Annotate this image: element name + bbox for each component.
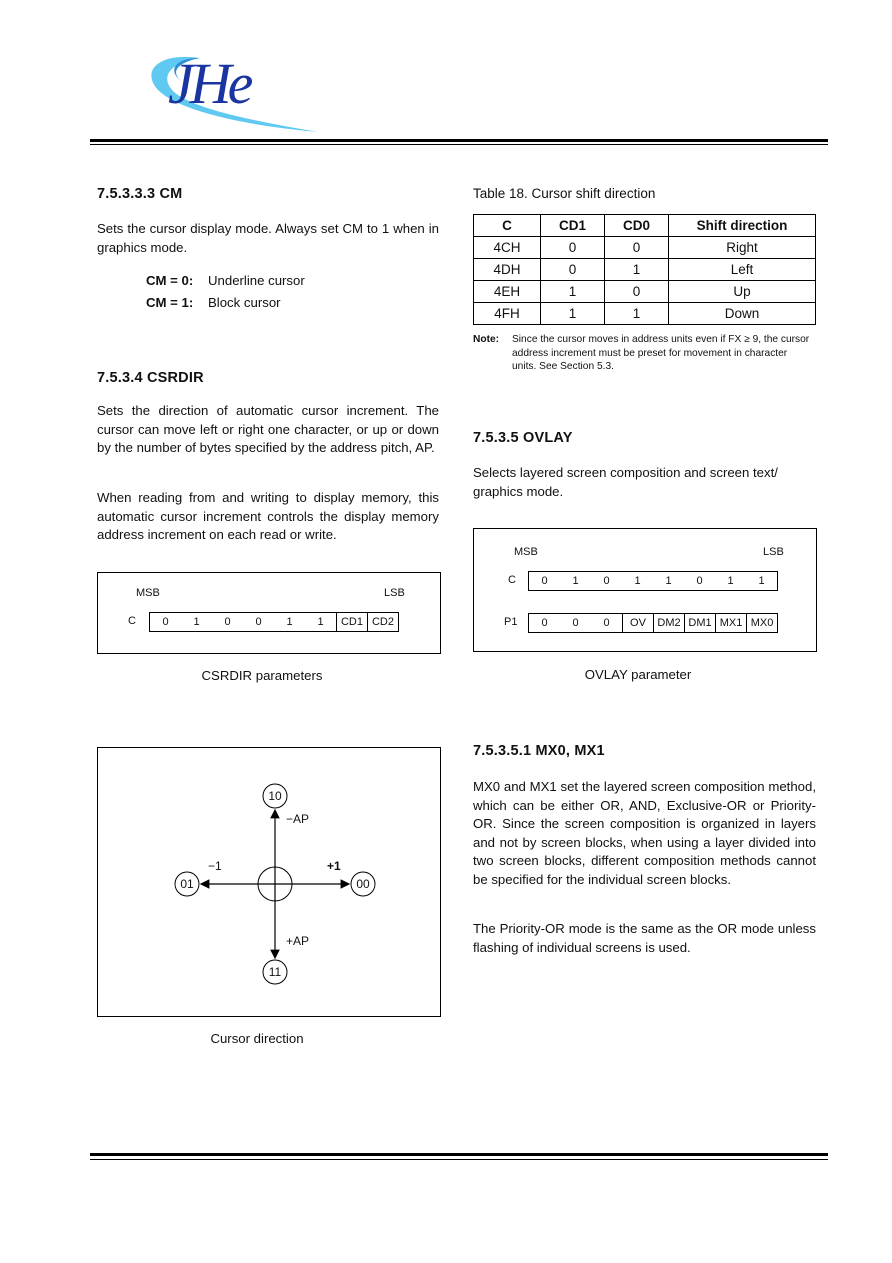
- csrdir-register-figure: [97, 572, 441, 654]
- bit-cell: 1: [317, 616, 324, 628]
- table-note: [473, 333, 813, 374]
- bit-cell: 1: [193, 616, 200, 628]
- bit-cell: 0: [162, 616, 169, 628]
- lsb-label: LSB: [763, 546, 784, 558]
- table-title: Table 18. Cursor shift direction: [473, 186, 656, 201]
- header-rule-thin: [90, 144, 828, 145]
- csrdir-paragraph-2: When reading from and writing to display memory, this automatic cursor increment controls the display memory address increment on each read or write.: [97, 490, 439, 542]
- bit-cell: MX1: [715, 614, 746, 632]
- bit-cell: 0: [603, 617, 610, 629]
- direction-right-code: 00: [356, 877, 370, 891]
- table-cell: 4DH: [474, 259, 541, 281]
- note-text: Since the cursor moves in address units even if FX ≥ 9, the cursor address increment must be preset for movement in character units. See Section 5.3.: [512, 334, 810, 372]
- bit-cell: 1: [758, 575, 765, 587]
- footer-rule: [90, 1153, 828, 1156]
- table-header-cell: CD0: [605, 215, 669, 237]
- ovlay-c-bit-row: [528, 571, 778, 591]
- cm-definition-term: CM = 1:: [146, 295, 194, 310]
- bit-cell: DM1: [684, 614, 715, 632]
- cm-heading: 7.5.3.3.3 CM: [97, 186, 183, 202]
- cursor-direction-figure: [97, 747, 441, 1017]
- ovlay-register-figure: [473, 528, 817, 652]
- msb-label: MSB: [514, 546, 538, 558]
- table-cell: 0: [605, 281, 669, 303]
- bit-cell: CD2: [367, 613, 398, 631]
- csrdir-caption: CSRDIR parameters: [201, 668, 323, 683]
- cm-definition-1: [146, 295, 281, 310]
- direction-down-code: 11: [268, 965, 282, 979]
- bit-cell: 1: [286, 616, 293, 628]
- table-cell: 1: [605, 303, 669, 325]
- table-header-row: [474, 215, 816, 237]
- csrdir-heading: 7.5.3.4 CSRDIR: [97, 370, 204, 386]
- table-cell: 4EH: [474, 281, 541, 303]
- table-cell: Left: [669, 259, 816, 281]
- mx-heading: 7.5.3.5.1 MX0, MX1: [473, 743, 605, 759]
- table-cell: Right: [669, 237, 816, 259]
- table-cell: 1: [605, 259, 669, 281]
- table-cell: Up: [669, 281, 816, 303]
- table-cell: 0: [541, 259, 605, 281]
- ovlay-caption: OVLAY parameter: [584, 667, 692, 682]
- ovlay-p1-bit-row: [528, 613, 778, 633]
- bit-cell: 1: [634, 575, 641, 587]
- cm-definition-term: CM = 0:: [146, 273, 194, 288]
- table-header-cell: Shift direction: [669, 215, 816, 237]
- bit-cell: 0: [603, 575, 610, 587]
- bit-cell: 0: [541, 575, 548, 587]
- direction-left-label: −1: [208, 859, 222, 873]
- cursor-direction-caption: Cursor direction: [210, 1031, 304, 1046]
- table-cell: 0: [541, 237, 605, 259]
- bit-cell: OV: [622, 614, 653, 632]
- ovlay-heading: 7.5.3.5 OVLAY: [473, 430, 573, 446]
- mx-paragraph-1: MX0 and MX1 set the layered screen composition method, which can be either OR, AND, Exclusive-OR or Priority-OR. Since the screen composition is organized in layers and not by screen blocks, when using a layer divided into two screen blocks, different composition methods cannot be specified for the individual screen blocks.: [473, 779, 816, 887]
- bit-cell: 0: [696, 575, 703, 587]
- cursor-shift-table: [473, 214, 816, 325]
- table-cell: 0: [605, 237, 669, 259]
- csrdir-bit-row: [149, 612, 399, 632]
- bit-cell: 1: [572, 575, 579, 587]
- table-cell: 1: [541, 303, 605, 325]
- bit-cell: 0: [541, 617, 548, 629]
- cm-definition-desc: Block cursor: [208, 295, 281, 310]
- table-header-cell: CD1: [541, 215, 605, 237]
- direction-down-label: +AP: [286, 934, 310, 948]
- bit-cell: DM2: [653, 614, 684, 632]
- table-row: [474, 303, 816, 325]
- direction-up-code: 10: [268, 789, 282, 803]
- bit-cell: 1: [665, 575, 672, 587]
- lsb-label: LSB: [384, 587, 405, 599]
- table-cell: 4FH: [474, 303, 541, 325]
- msb-label: MSB: [136, 587, 160, 599]
- table-cell: Down: [669, 303, 816, 325]
- table-cell: 1: [541, 281, 605, 303]
- table-row: [474, 281, 816, 303]
- mx-paragraph-2: The Priority-OR mode is the same as the OR mode unless flashing of individual screens is used.: [473, 921, 816, 955]
- bit-cell: CD1: [336, 613, 367, 631]
- direction-up-label: −AP: [286, 812, 310, 826]
- bit-cell: 1: [727, 575, 734, 587]
- bit-cell: MX0: [746, 614, 777, 632]
- register-p1-label: P1: [504, 616, 518, 628]
- table-cell: 4CH: [474, 237, 541, 259]
- bit-cell: 0: [224, 616, 231, 628]
- csrdir-paragraph-1: Sets the direction of automatic cursor increment. The cursor can move left or right one character, or up or down by the number of bytes specified by the address pitch, AP.: [97, 403, 439, 455]
- cm-paragraph: Sets the cursor display mode. Always set CM to 1 when in graphics mode.: [97, 221, 439, 255]
- header-rule: [90, 139, 828, 142]
- cm-definition-0: [146, 273, 305, 288]
- table-header-cell: C: [474, 215, 541, 237]
- table-row: [474, 237, 816, 259]
- company-logo: [140, 40, 340, 136]
- ovlay-paragraph: Selects layered screen composition and screen text/ graphics mode.: [473, 465, 778, 499]
- table-row: [474, 259, 816, 281]
- register-row-label: C: [128, 615, 136, 627]
- direction-right-label: +1: [327, 859, 341, 873]
- footer-rule-thin: [90, 1159, 828, 1160]
- direction-left-code: 01: [180, 877, 194, 891]
- note-label: Note:: [473, 334, 500, 345]
- bit-cell: 0: [255, 616, 262, 628]
- bit-cell: 0: [572, 617, 579, 629]
- register-c-label: C: [508, 574, 516, 586]
- cm-definition-desc: Underline cursor: [208, 273, 305, 288]
- logo-text: JHe: [168, 51, 250, 116]
